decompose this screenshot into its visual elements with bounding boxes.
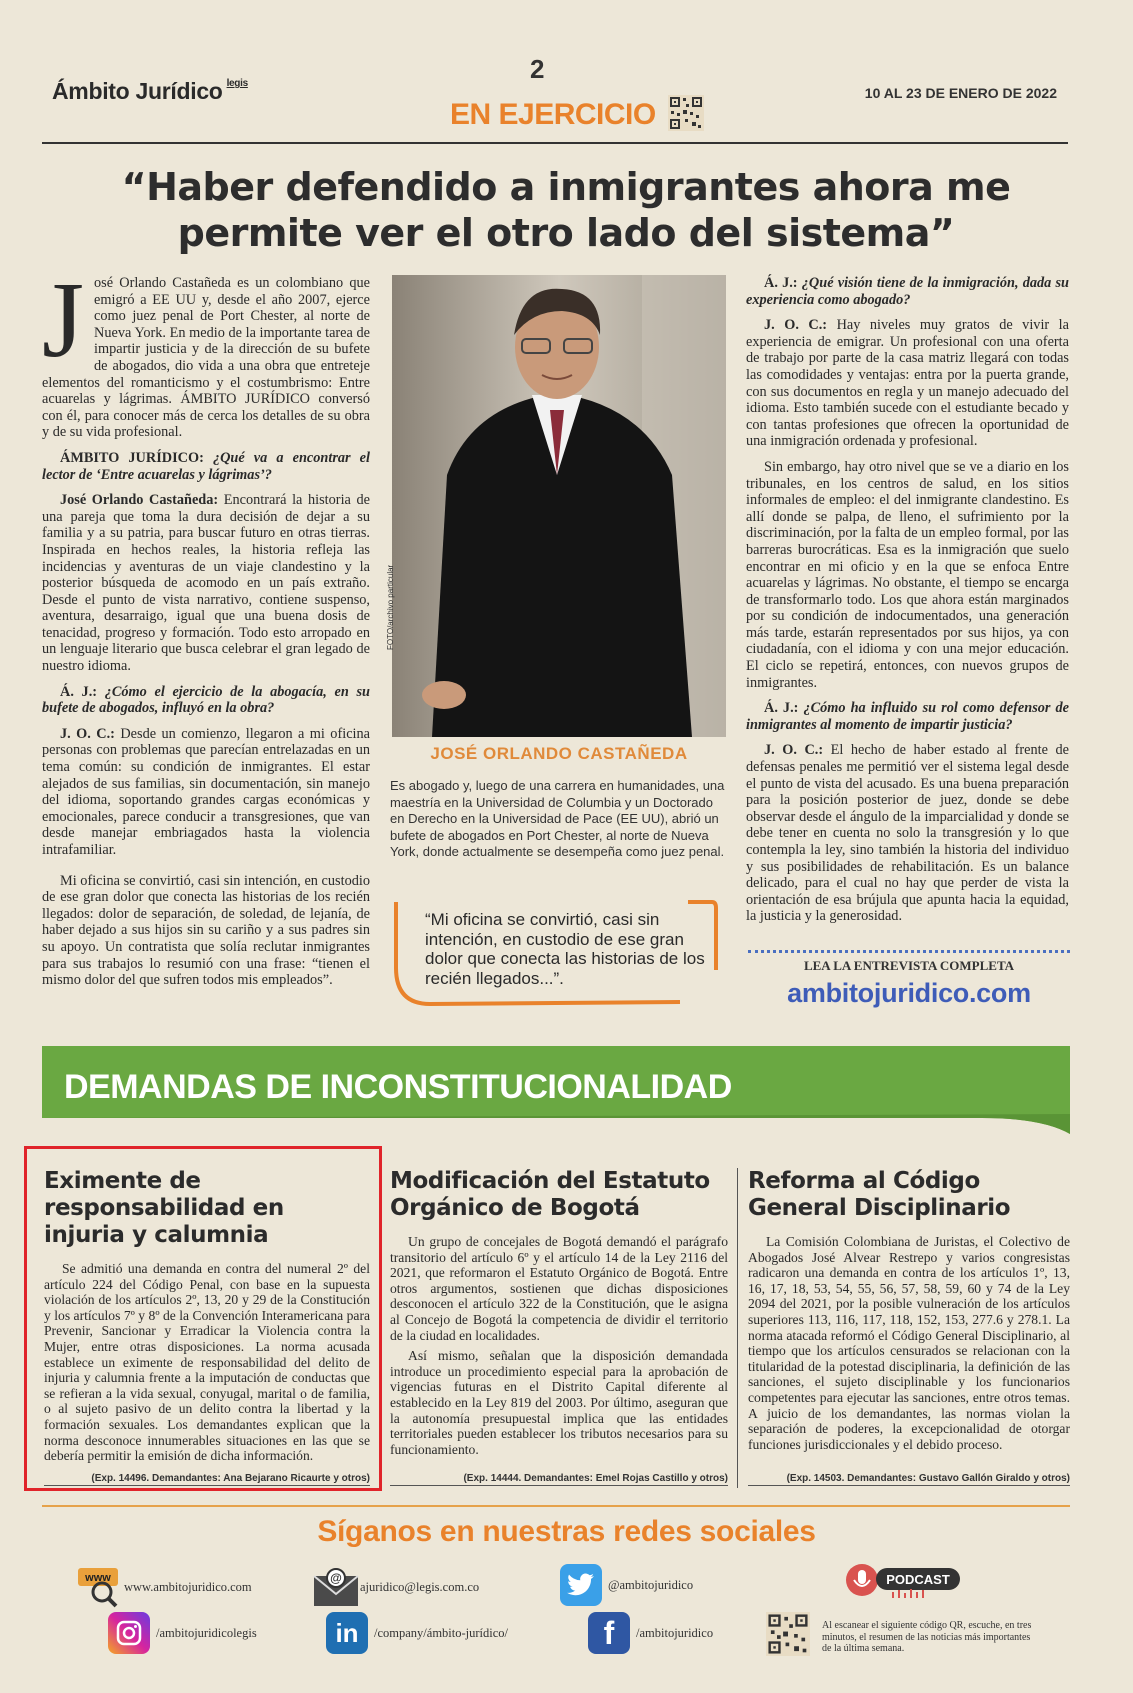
demanda-1-exp: (Exp. 14496. Demandantes: Ana Bejarano Ricaurte y otros)	[91, 1473, 370, 1484]
podcast-link[interactable]	[844, 1562, 968, 1602]
website-link[interactable]: ambitojuridico.com	[787, 978, 1031, 1008]
instagram-link[interactable]: /ambitojuridicolegis	[108, 1612, 257, 1654]
answer-2: J. O. C.: Desde un comienzo, llegaron a mi oficina personas con problemas que parecían entrelazadas en un tema común: su condición de inmigrantes. El estar alejados de sus familias, sin documentación, sin manejo del idioma, soportando grandes cargas económicas y emocionales, parece conducir a transgresiones, que van desde manejar embriagados hasta la violencia intrafamiliar.	[42, 725, 370, 858]
linkedin-icon: in	[326, 1612, 368, 1654]
demanda-3-exp: (Exp. 14503. Demandantes: Gustavo Gallón Giraldo y otros)	[786, 1473, 1070, 1484]
photo-caption-name: JOSÉ ORLANDO CASTAÑEDA	[430, 744, 688, 763]
svg-text:@: @	[330, 1571, 342, 1585]
photo-credit: FOTO/archivo particular	[386, 564, 395, 650]
portrait-photo	[392, 275, 726, 737]
facebook-link[interactable]: f /ambitojuridico	[588, 1612, 713, 1654]
demanda-1-body: Se admitió una demanda en contra del numeral 2º del artículo 224 del Código Penal, con base en la supuesta violación de los artículos 2º, 13, 20 y 29 de la Constitución y los artículos 7º y 8º de la Convención Interamericana para Prevenir, Sancionar y Erradicar la Violencia contra la Mujer, entre otras disposiciones. La norma acusada establece un eximente de responsabilidad del delito de injuria y calumnia frente a la imputación de conductas que se refieran a la vida sexual, conyugal, marital o de familia, o al sujeto pasivo de un delito contra la libertad y la formación sexuales. Los demandantes explican que la norma desconoce innumerables situaciones en las que se debería permitir la emisión de dicha información.	[44, 1261, 370, 1464]
page-number: 2	[530, 54, 545, 84]
article-headline: “Haber defendido a inmigrantes ahora me permite ver el otro lado del sistema”	[121, 165, 1011, 255]
demanda-2-exp: (Exp. 14444. Demandantes: Emel Rojas Castillo y otros)	[463, 1473, 728, 1484]
article-column-3	[746, 275, 1069, 934]
question-1: ÁMBITO JURÍDICO: ¿Qué va a encontrar el lector de ‘Entre acuarelas y lágrimas’?	[42, 449, 370, 483]
demanda-3-title: Reforma al Código General Disciplinario	[748, 1168, 1011, 1221]
brand-logo: Ámbito Jurídico $^{legis}$	[52, 78, 248, 104]
social-title: Síganos en nuestras redes sociales	[317, 1515, 816, 1548]
web-search-icon	[76, 1566, 124, 1608]
qr-code-icon	[668, 95, 704, 131]
email-icon	[312, 1566, 360, 1608]
svg-text:PODCAST: PODCAST	[886, 1572, 950, 1587]
qr-note: Al escanear el siguiente código QR, escuche, en tres minutos, el resumen de las noticias más importantes de la última semana.	[822, 1620, 1032, 1654]
intro-paragraph: José Orlando Castañeda es un colombiano que emigró a EE UU y, desde el año 2007, ejerce como juez penal de Port Chester, al norte de Nueva York. En medio de la importante tarea de impartir justicia y de la dirección de su bufete de abogados, dio vida a una obra que entreteje elementos del romanticismo y el costumbrismo: Entre acuarelas y lágrimas. ÁMBITO JURÍDICO conversó con él, para conocer más de cerca los detalles de su obra y de su vida profesional.	[42, 261, 370, 441]
read-full-interview-label: LEA LA ENTREVISTA COMPLETA	[803, 958, 1015, 973]
svg-text:www: www	[85, 1572, 111, 1584]
demanda-1-title: Eximente de responsabilidad en injuria y calumnia	[44, 1168, 284, 1248]
demanda-2-body: Un grupo de concejales de Bogotá demandó el parágrafo transitorio del artículo 6º y el artículo 14 de la Ley 2116 del 2021, que reformaron el Estatuto Orgánico de Bogotá. Entre otros argumentos, sostienen que dichas disposiciones desconocen el artículo 322 de la Constitución, que le asigna al Concejo de Bogotá la competencia de dividir el territorio de la ciudad en localidades. Así mismo, señalan que la disposición demandada introduce un procedimiento especial para la aprobación de vigencias futuras en el Distrito Capital diferente al establecido en la Ley 819 del 2003. Por último, aseguran que la autonomía presupuestal implica que las entidades territoriales pueden establecer los tributos necesarios para su funcionamiento.	[390, 1234, 728, 1457]
photo-caption: Es abogado y, luego de una carrera en humanidades, una maestría en la Universidad de Columbia y un Doctorado en Derecho en la Universidad de Pace (EE UU), abrió un bufete de abogados en Port Chester, al norte de Nueva York, donde actualmente se desempeña como juez penal.	[390, 778, 725, 859]
bottom-rule	[390, 1485, 728, 1486]
email-link[interactable]: @ ajuridico@legis.com.co	[312, 1566, 479, 1608]
twitter-link[interactable]: @ambitojuridico	[560, 1564, 693, 1606]
column-divider	[737, 1168, 738, 1488]
podcast-qr-code-icon[interactable]	[766, 1612, 810, 1656]
question-4: Á. J.: ¿Cómo ha influido su rol como defensor de inmigrantes al momento de impartir justicia?	[746, 700, 1069, 733]
demanda-2-title: Modificación del Estatuto Orgánico de Bogotá	[390, 1168, 710, 1221]
answer-3-continued: Sin embargo, hay otro nivel que se ve a diario en los tribunales, en los centros de salud, en los sitios informales de empleo: el del inmigrante clandestino. Es allí donde se palpa, de lleno, el sufrimiento por la discriminación, por la falta de un empleo formal, por las barreras burocráticas. Esa es la inmigración que suelo encontrar en mi oficio y en la que se enfoca Entre acuarelas y lágrimas. No obstante, el tiempo se encarga de transformarlo todo. Los que ahora están marginados por su condición de indocumentados, una generación más tarde, estarán representados por sus hijos, ya con ciudadanía, con el idioma y con una mejor educación. El ciclo se repetirá, entonces, con nuevos grupos de inmigrantes.	[746, 458, 1069, 691]
pull-quote: “Mi oficina se convirtió, casi sin intención, en custodio de ese gran dolor que conecta las historias de los recién llegados...”.	[425, 910, 705, 988]
social-divider	[42, 1505, 1070, 1507]
header-rule	[42, 142, 1068, 144]
section-title: EN EJERCICIO	[450, 98, 656, 131]
bottom-rule	[748, 1485, 1070, 1486]
highlight-box	[24, 1146, 382, 1491]
answer-4: J. O. C.: El hecho de haber estado al frente de defensas penales me permitió ver el sistema legal desde el punto de vista del acusado. Es una buena preparación para la posición posterior de juez, donde se debe observar desde el ángulo de la imparcialidad y donde se debe tener en cuenta no solo la transgresión y lo que contempla la ley, sino también la historia del individuo y sus posibilidades de rehabilitación. Es un balance delicado, para el cual no hay que perder de vista la orientación de esa brújula que apunta hacia la equidad, la justicia y la generosidad.	[746, 742, 1069, 925]
drop-cap: J	[42, 261, 85, 380]
podcast-icon	[844, 1562, 968, 1602]
twitter-icon	[560, 1564, 602, 1606]
legis-logo: legis	[226, 78, 248, 89]
answer-3: J. O. C.: Hay niveles muy gratos de vivir la experiencia de emigrar. Un profesional con una oferta de trabajo por parte de la casa matriz llegará con todas las comodidades y ventajas: entra por la puerta grande, con sus documentos en regla y un manejo adecuado del idioma. Esto también sucede con el estudiante becado y con tantas profesiones que ofrecen la oportunidad de una inmigración ordenada y profesional.	[746, 317, 1069, 450]
demanda-3-body: La Comisión Colombiana de Juristas, el Colectivo de Abogados José Alvear Restrepo y varios congresistas radicaron una demanda en contra de los artículos 1º, 13, 16, 17, 18, 53, 54, 55, 56, 57, 58, 59, 60 y 74 de la Ley 2094 del 2021, por la posible vulneración de los artículos superiores 113, 116, 117, 118, 152, 153, 277.6 y 278.1. La norma atacada reformó el Código General Disciplinario, al tiempo que los artículos censurados se relacionan con la titularidad de la potestad disciplinaria, la definición de las sanciones, el sujeto disciplinable y los funcionarios competentes para ejecutar las sanciones, entre otros temas. A juicio de los demandantes, las normas violan la separación de poderes, la excepcionalidad de otorgar funciones jurisdiccionales y el debido proceso.	[748, 1234, 1070, 1452]
linkedin-link[interactable]: in /company/ámbito-jurídico/	[326, 1612, 508, 1654]
issue-date: 10 AL 23 DE ENERO DE 2022	[864, 85, 1057, 101]
web-link[interactable]: www www.ambitojuridico.com	[76, 1566, 252, 1608]
dotted-divider	[748, 950, 1070, 953]
answer-2-continued: Mi oficina se convirtió, casi sin intención, en custodio de ese gran dolor que conecta las historias de los recién llegados: dolor de separación, de soledad, de lejanía, de haber dejado a sus hijos sin su cariño y a sus padres sin su apoyo. Un contratista que solía reclutar inmigrantes para sus trabajos lo resumió con una frase: “tienen el mismo dolor del que sufren todos mis empleados”.	[42, 872, 370, 989]
section-banner-title: DEMANDAS DE INCONSTITUCIONALIDAD	[64, 1068, 732, 1106]
facebook-icon: f	[588, 1612, 630, 1654]
answer-1: José Orlando Castañeda: Encontrará la historia de una pareja que toma la dura decisión de dejar a su familia y a su patria, para buscar futuro en otras tierras. Inspirada en hechos reales, la historia refleja las incidencias y aventuras de un viaje clandestino y la posterior búsqueda de acomodo en un país extraño. Desde el punto de vista narrativo, contiene suspenso, aventura, desarraigo, igual que una buena dosis de tenacidad, progreso y formación. Todo esto arropado en un lenguaje literario que busca celebrar el gran legado de nuestro idioma.	[42, 492, 370, 675]
question-3: Á. J.: ¿Qué visión tiene de la inmigración, dada su experiencia como abogado?	[746, 275, 1070, 308]
question-2: Á. J.: ¿Cómo el ejercicio de la abogacía, en su bufete de abogados, influyó en la obra?	[42, 683, 370, 717]
article-column-1	[42, 261, 370, 998]
instagram-icon	[108, 1612, 150, 1654]
